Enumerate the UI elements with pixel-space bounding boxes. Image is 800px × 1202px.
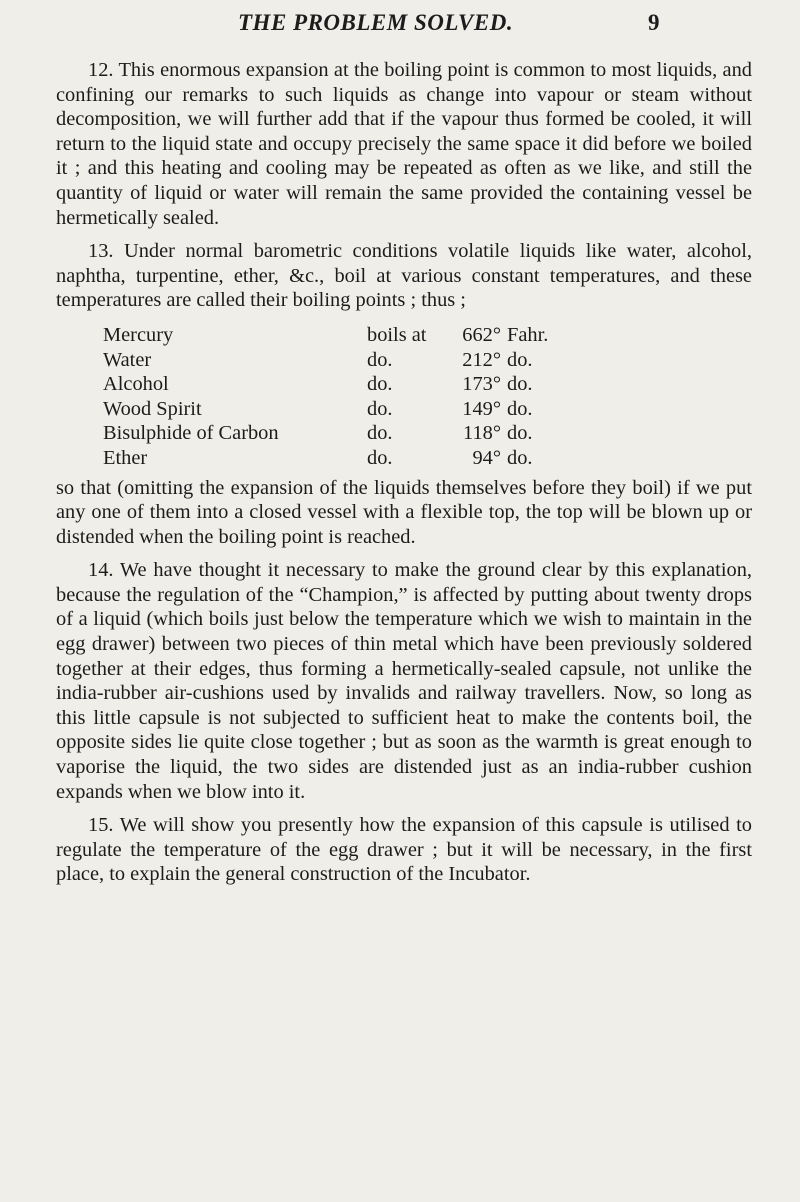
table-row — [103, 372, 752, 397]
boiling-temperature: 212° — [462, 348, 501, 371]
temperature-unit: do. — [507, 397, 533, 420]
body-text — [56, 58, 752, 887]
substance-name: Mercury — [103, 323, 174, 346]
boiling-temperature: 118° — [463, 422, 501, 445]
running-title: THE PROBLEM SOLVED. — [238, 10, 514, 35]
boils-label: do. — [367, 348, 393, 371]
paragraph-13-continuation: so that (omitting the expansion of the liquids themselves before they boil) if we put any one of them into a closed vessel with a flexible top, the top will be blown up or distended when the boiling point is reached. — [56, 476, 752, 548]
substance-name: Bisulphide of Carbon — [103, 422, 279, 445]
boils-label: do. — [367, 397, 393, 420]
temperature-unit: do. — [507, 422, 533, 445]
page-number: 9 — [648, 10, 660, 35]
page-header — [80, 10, 800, 50]
paragraph-14: 14. We have thought it necessary to make the ground clear by this explanation, because the regulation of the “Champion,” is affected by putting about twenty drops of a liquid (which boils just below the temperature which we wish to maintain in the egg drawer) between two pieces of thin metal which have been previously soldered together at their edges, thus forming a hermetically-sealed capsule, not unlike the india-rubber air-cushions used by invalids and railway travellers. Now, so long as this little capsule is not subjected to sufficient heat to make the contents boil, the opposite sides lie quite close together ; but as soon as the warmth is great enough to vaporise the liquid, the two sides are distended just as an india-rubber cushion expands when we blow into it. — [56, 559, 752, 803]
paragraph-15: 15. We will show you presently how the expansion of this capsule is utilised to regulate the temperature of the egg drawer ; but it will be necessary, in the first place, to explain the general construction of the Incubator. — [56, 814, 752, 886]
boils-label: do. — [367, 422, 393, 445]
table-row — [103, 348, 752, 373]
paragraph-13: 13. Under normal barometric conditions volatile liquids like water, alcohol, naphtha, turpentine, ether, &c., boil at various constant temperatures, and these temperatures are called their boiling points ; thus ; — [56, 240, 752, 312]
paragraph-12: 12. This enormous expansion at the boiling point is common to most liquids, and confining our remarks to such liquids as change into vapour or steam without decomposition, we will further add that if the vapour thus formed be cooled, it will return to the liquid state and occupy precisely the same space it did before we boiled it ; and this heating and cooling may be repeated as often as we like, and still the quantity of liquid or water will remain the same provided the containing vessel be hermetically sealed. — [56, 59, 752, 229]
boiling-temperature: 173° — [462, 373, 501, 396]
table-row — [103, 446, 752, 471]
boiling-temperature: 94° — [472, 446, 501, 469]
temperature-unit: do. — [507, 373, 533, 396]
table-row — [103, 323, 752, 348]
boils-label: boils at — [367, 323, 427, 346]
boiling-temperature: 149° — [462, 397, 501, 420]
table-row — [103, 397, 752, 422]
substance-name: Ether — [103, 446, 148, 469]
table-row — [103, 421, 752, 446]
temperature-unit: Fahr. — [507, 323, 549, 346]
temperature-unit: do. — [507, 348, 533, 371]
substance-name: Water — [103, 348, 152, 371]
boiling-temperature: 662° — [462, 323, 501, 346]
boiling-points-table — [56, 323, 752, 471]
boils-label: do. — [367, 446, 393, 469]
substance-name: Alcohol — [103, 373, 169, 396]
temperature-unit: do. — [507, 446, 533, 469]
boils-label: do. — [367, 373, 393, 396]
substance-name: Wood Spirit — [103, 397, 202, 420]
